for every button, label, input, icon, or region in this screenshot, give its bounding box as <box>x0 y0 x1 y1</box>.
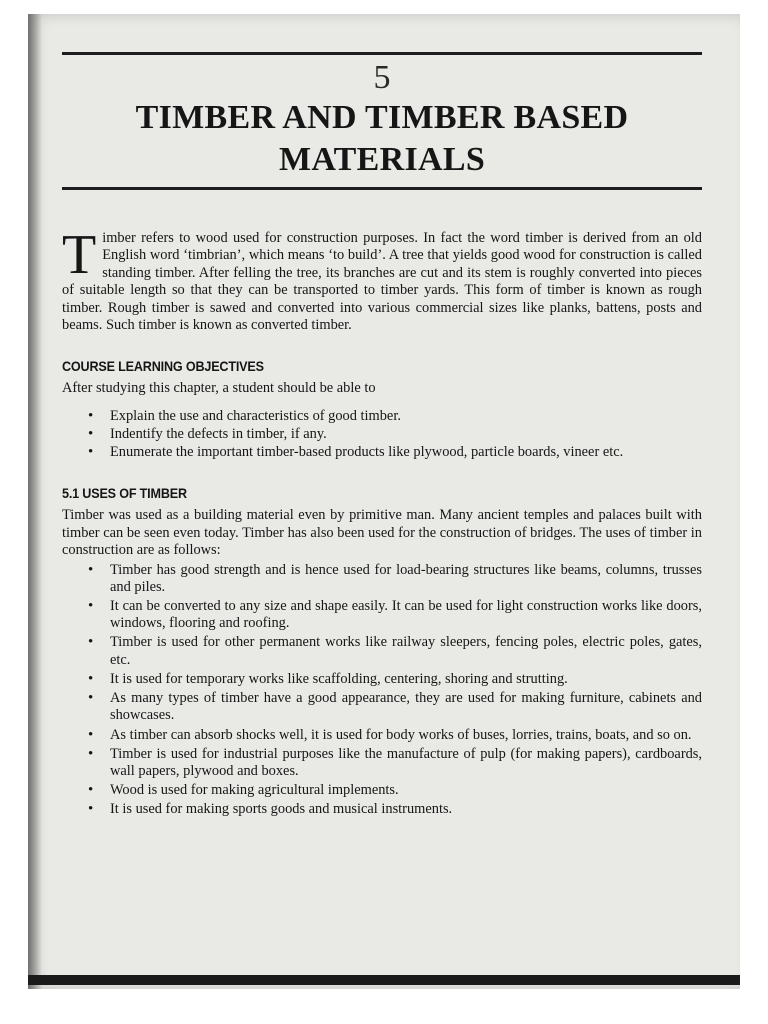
list-item: • Timber is used for other permanent works like railway sleepers, fencing poles, electric poles, gates, etc. <box>110 634 702 668</box>
header-rule-bottom <box>62 187 702 190</box>
list-item: • Wood is used for making agricultural implements. <box>110 782 702 799</box>
uses-heading: 5.1 USES OF TIMBER <box>62 485 187 502</box>
uses-lead: Timber was used as a building material even by primitive man. Many ancient temples and palaces built with timber can be seen even today. Timber has also been used for the construction of bridges. The uses of timber in construction are as follows: <box>62 507 702 559</box>
list-item: • As many types of timber have a good appearance, they are used for making furniture, cabinets and showcases. <box>110 690 702 724</box>
objectives-heading: COURSE LEARNING OBJECTIVES <box>62 358 264 375</box>
list-item: • It can be converted to any size and shape easily. It can be used for light construction works like doors, windows, flooring and roofing. <box>110 598 702 632</box>
page-bottom-edge <box>28 975 740 985</box>
page-content <box>62 52 702 821</box>
list-item: • Explain the use and characteristics of good timber. <box>110 408 702 425</box>
book-page <box>28 14 740 989</box>
list-item: • Timber is used for industrial purposes like the manufacture of pulp (for making papers), cardboards, wall papers, plywood and boxes. <box>110 746 702 780</box>
intro-paragraph <box>62 224 702 334</box>
list-item: • Indentify the defects in timber, if any. <box>110 426 702 443</box>
objectives-list <box>62 408 702 462</box>
uses-list <box>62 562 702 819</box>
list-item: • Enumerate the important timber-based products like plywood, particle boards, vineer etc. <box>110 444 702 461</box>
list-item: • Timber has good strength and is hence used for load-bearing structures like beams, columns, trusses and piles. <box>110 562 702 596</box>
list-item: • It is used for temporary works like scaffolding, centering, shoring and strutting. <box>110 671 702 688</box>
page-spine-shadow <box>28 14 42 989</box>
drop-cap: T <box>62 224 97 286</box>
objectives-lead: After studying this chapter, a student should be able to <box>62 380 376 397</box>
list-item: • It is used for making sports goods and musical instruments. <box>110 801 702 818</box>
intro-text: imber refers to wood used for construction purposes. In fact the word timber is derived from an old English word ‘timbrian’, which means ‘to build’. A tree that yields good wood for construction is called standing timber. After felling the tree, its branches are cut and its stem is roughly converted into pieces of suitable length so that they can be transported to timber yards. This form of timber is known as rough timber. Rough timber is sawed and converted into various commercial sizes like planks, battens, posts and beams. Such timber is known as converted timber. <box>62 230 702 334</box>
chapter-title: TIMBER AND TIMBER BASED MATERIALS <box>135 99 629 178</box>
list-item: • As timber can absorb shocks well, it is used for body works of buses, lorries, trains, boats, and so on. <box>110 727 702 744</box>
chapter-number: 5 <box>373 59 391 96</box>
header-rule-top <box>62 52 702 55</box>
